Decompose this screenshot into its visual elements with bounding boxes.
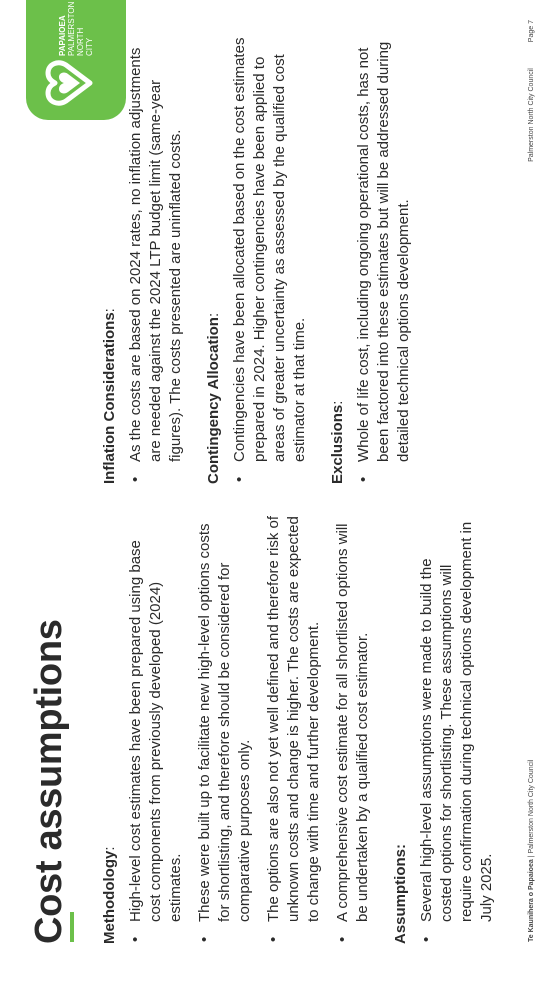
inflation-heading-text: Inflation Considerations [101, 312, 118, 484]
title-underline [70, 912, 74, 942]
page-number: Page 7 [528, 20, 535, 43]
right-column [100, 34, 423, 484]
logo-wordmark [58, 2, 94, 56]
list-item: • Whole of life cost, including ongoing operational costs, has not been factored into these estimates but will be addressed during detailed technical options development. [354, 34, 414, 484]
page-title: Cost assumptions [28, 619, 70, 944]
assumptions-list [417, 514, 497, 944]
contingency-heading-text: Contingency Allocation [205, 317, 222, 484]
footer-council-left: Palmerston North City Council [528, 759, 535, 854]
list-item: • Several high-level assumptions were made to build the costed options for shortlisting. These assumptions will require confirmation during technical options development in July 2025. [417, 514, 497, 944]
list-item: • A comprehensive cost estimate for all shortlisted options will be undertaken by a qualified cost estimator. [333, 514, 373, 944]
logo-line-2: PALMERSTON [67, 1, 76, 56]
inflation-list [126, 34, 186, 484]
logo-line-3: NORTH [76, 27, 85, 56]
methodology-list [126, 514, 373, 944]
left-column [100, 514, 506, 944]
heart-logo-icon [44, 60, 94, 106]
exclusions-list [354, 34, 414, 484]
exclusions-heading-text: Exclusions [329, 404, 346, 484]
footer-council-right: Palmerston North City Council [528, 68, 535, 162]
contingency-heading: Contingency Allocation: [205, 312, 222, 484]
footer-separator: | [528, 855, 535, 858]
list-item: • Contingencies have been allocated based on the cost estimates prepared in 2024. Higher contingencies have been applied to areas of greater uncertainty as assessed by the qualified cost estimator at that time. [230, 34, 310, 484]
footer-left [528, 760, 535, 942]
logo-line-4: CITY [85, 37, 94, 56]
methodology-heading: Methodology: [101, 846, 118, 944]
logo-line-1: PAPAIOEA [58, 15, 67, 56]
list-item: • As the costs are based on 2024 rates, no inflation adjustments are needed against the 2024 LTP budget limit (same-year figures). The costs presented are uninflated costs. [126, 34, 186, 484]
assumptions-heading: Assumptions: [392, 843, 409, 944]
inflation-heading: Inflation Considerations: [101, 308, 118, 484]
footer-brand: Te Kaunihera o Papaioea [528, 859, 535, 942]
list-item: • These were built up to facilitate new high-level options costs for shortlisting, and therefore should be considered for comparative purposes only. [195, 514, 255, 944]
exclusions-heading: Exclusions: [329, 400, 346, 484]
methodology-heading-text: Methodology [101, 850, 118, 944]
list-item: • High-level cost estimates have been prepared using base cost components from previously developed (2024) estimates. [126, 514, 186, 944]
contingency-list [230, 34, 310, 484]
list-item: • The options are also not yet well defined and therefore risk of unknown costs and change is higher. The costs are expected to change with time and further development. [264, 514, 324, 944]
assumptions-heading-text: Assumptions [392, 848, 409, 944]
footer-right [528, 20, 535, 162]
